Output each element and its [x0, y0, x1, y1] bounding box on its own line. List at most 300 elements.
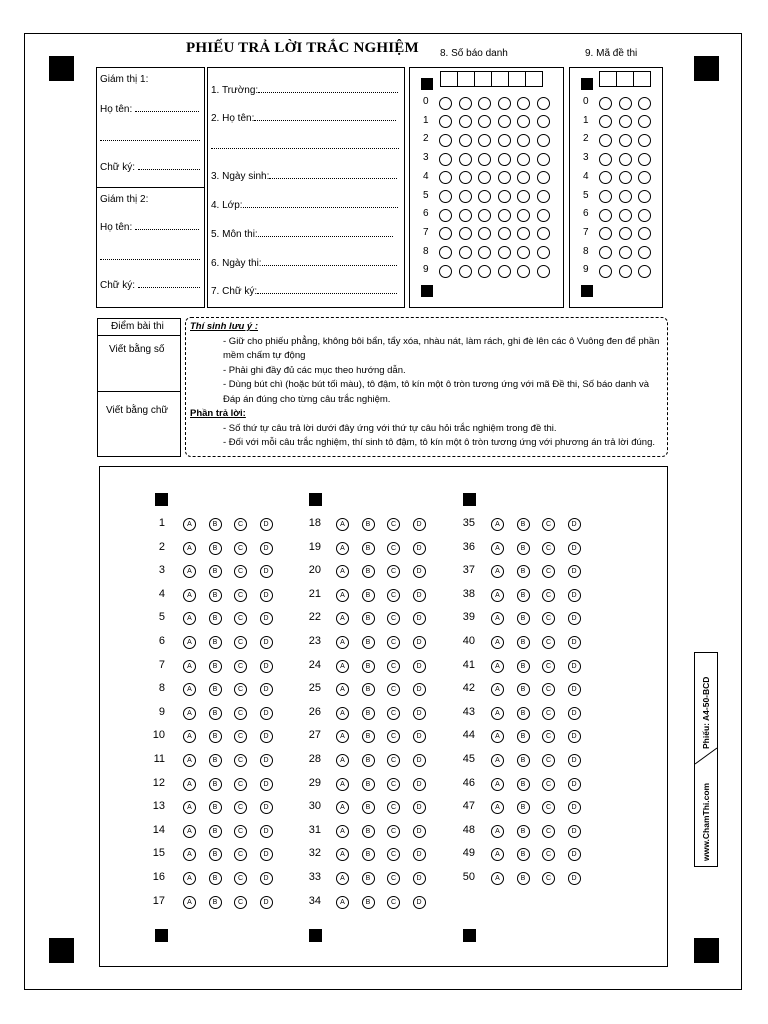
answer-bubble-a[interactable]: A [336, 848, 349, 861]
answer-bubble-c[interactable]: C [542, 778, 555, 791]
field-dob[interactable]: 3. Ngày sinh: [211, 171, 397, 182]
answer-bubble-a[interactable]: A [336, 801, 349, 814]
answer-bubble-c[interactable]: C [387, 825, 400, 838]
answer-bubble-d[interactable]: D [568, 872, 581, 885]
answer-bubble-b[interactable]: B [362, 707, 375, 720]
answer-bubble-a[interactable]: A [183, 683, 196, 696]
digit-cell[interactable] [474, 71, 492, 87]
answer-bubble-b[interactable]: B [517, 707, 530, 720]
answer-bubble-a[interactable]: A [183, 825, 196, 838]
sbd-bubble[interactable] [439, 190, 452, 203]
made-bubble[interactable] [599, 246, 612, 259]
answer-bubble-a[interactable]: A [491, 589, 504, 602]
answer-bubble-b[interactable]: B [209, 612, 222, 625]
answer-bubble-d[interactable]: D [260, 589, 273, 602]
answer-bubble-a[interactable]: A [183, 660, 196, 673]
digit-cell[interactable] [633, 71, 651, 87]
answer-bubble-a[interactable]: A [491, 778, 504, 791]
answer-bubble-a[interactable]: A [491, 825, 504, 838]
answer-bubble-a[interactable]: A [183, 730, 196, 743]
sbd-bubble[interactable] [459, 246, 472, 259]
answer-bubble-d[interactable]: D [568, 612, 581, 625]
answer-bubble-c[interactable]: C [234, 589, 247, 602]
field-fullname[interactable]: 2. Họ tên: [211, 113, 396, 124]
answer-bubble-b[interactable]: B [517, 589, 530, 602]
digit-cell[interactable] [491, 71, 509, 87]
answer-bubble-b[interactable]: B [517, 565, 530, 578]
answer-bubble-c[interactable]: C [542, 542, 555, 555]
sbd-bubble[interactable] [478, 153, 491, 166]
sbd-bubble[interactable] [498, 246, 511, 259]
answer-bubble-d[interactable]: D [260, 848, 273, 861]
field-class[interactable]: 4. Lớp: [211, 200, 398, 211]
answer-bubble-d[interactable]: D [260, 872, 273, 885]
answer-bubble-a[interactable]: A [491, 730, 504, 743]
answer-bubble-c[interactable]: C [542, 612, 555, 625]
answer-bubble-b[interactable]: B [209, 707, 222, 720]
answer-bubble-d[interactable]: D [568, 542, 581, 555]
answer-bubble-c[interactable]: C [542, 683, 555, 696]
answer-bubble-a[interactable]: A [491, 872, 504, 885]
answer-bubble-c[interactable]: C [387, 801, 400, 814]
sbd-bubble[interactable] [537, 209, 550, 222]
answer-bubble-a[interactable]: A [336, 542, 349, 555]
digit-cell[interactable] [440, 71, 458, 87]
made-bubble[interactable] [599, 134, 612, 147]
made-bubble[interactable] [599, 209, 612, 222]
answer-bubble-a[interactable]: A [183, 801, 196, 814]
answer-bubble-a[interactable]: A [336, 565, 349, 578]
answer-bubble-c[interactable]: C [387, 683, 400, 696]
answer-bubble-d[interactable]: D [260, 825, 273, 838]
sbd-bubble[interactable] [537, 227, 550, 240]
answer-bubble-d[interactable]: D [568, 660, 581, 673]
answer-bubble-c[interactable]: C [542, 589, 555, 602]
answer-bubble-c[interactable]: C [234, 612, 247, 625]
made-bubble[interactable] [599, 265, 612, 278]
made-bubble[interactable] [638, 190, 651, 203]
made-bubble[interactable] [619, 97, 632, 110]
answer-bubble-b[interactable]: B [517, 825, 530, 838]
made-bubble[interactable] [599, 153, 612, 166]
answer-bubble-b[interactable]: B [209, 872, 222, 885]
made-bubble[interactable] [619, 153, 632, 166]
made-bubble[interactable] [619, 209, 632, 222]
answer-bubble-d[interactable]: D [413, 683, 426, 696]
answer-bubble-a[interactable]: A [491, 636, 504, 649]
answer-bubble-c[interactable]: C [387, 848, 400, 861]
answer-bubble-d[interactable]: D [568, 636, 581, 649]
answer-bubble-b[interactable]: B [517, 801, 530, 814]
answer-bubble-b[interactable]: B [209, 683, 222, 696]
answer-bubble-a[interactable]: A [336, 872, 349, 885]
answer-bubble-b[interactable]: B [517, 612, 530, 625]
sbd-bubble[interactable] [537, 153, 550, 166]
sbd-bubble[interactable] [439, 265, 452, 278]
answer-bubble-d[interactable]: D [413, 848, 426, 861]
answer-bubble-a[interactable]: A [183, 896, 196, 909]
sbd-bubble[interactable] [498, 134, 511, 147]
made-bubble[interactable] [638, 153, 651, 166]
answer-bubble-a[interactable]: A [336, 896, 349, 909]
answer-bubble-c[interactable]: C [542, 660, 555, 673]
answer-bubble-b[interactable]: B [517, 778, 530, 791]
answer-bubble-b[interactable]: B [209, 730, 222, 743]
made-input-cells[interactable] [600, 71, 651, 87]
sbd-bubble[interactable] [498, 171, 511, 184]
answer-bubble-b[interactable]: B [517, 730, 530, 743]
answer-bubble-d[interactable]: D [260, 801, 273, 814]
sbd-bubble[interactable] [459, 265, 472, 278]
answer-bubble-a[interactable]: A [491, 707, 504, 720]
answer-bubble-a[interactable]: A [336, 683, 349, 696]
answer-bubble-c[interactable]: C [234, 754, 247, 767]
answer-bubble-b[interactable]: B [362, 565, 375, 578]
answer-bubble-a[interactable]: A [336, 825, 349, 838]
answer-bubble-c[interactable]: C [542, 636, 555, 649]
answer-bubble-a[interactable]: A [336, 754, 349, 767]
answer-bubble-a[interactable]: A [183, 707, 196, 720]
answer-bubble-b[interactable]: B [209, 778, 222, 791]
sbd-bubble[interactable] [517, 209, 530, 222]
answer-bubble-c[interactable]: C [387, 872, 400, 885]
answer-bubble-a[interactable]: A [491, 801, 504, 814]
answer-bubble-d[interactable]: D [568, 825, 581, 838]
sbd-bubble[interactable] [439, 97, 452, 110]
sbd-input-cells[interactable] [441, 71, 543, 87]
sbd-bubble[interactable] [459, 115, 472, 128]
sbd-bubble[interactable] [517, 246, 530, 259]
field-fullname-line2[interactable] [211, 141, 399, 152]
made-bubble[interactable] [638, 246, 651, 259]
made-bubble[interactable] [638, 209, 651, 222]
sbd-bubble[interactable] [478, 246, 491, 259]
examiner2-name-line[interactable] [100, 252, 200, 263]
answer-bubble-d[interactable]: D [413, 518, 426, 531]
made-bubble[interactable] [619, 246, 632, 259]
field-signature[interactable]: 7. Chữ ký: [211, 286, 397, 297]
answer-bubble-d[interactable]: D [413, 730, 426, 743]
sbd-bubble[interactable] [537, 115, 550, 128]
answer-bubble-c[interactable]: C [387, 518, 400, 531]
answer-bubble-a[interactable]: A [491, 848, 504, 861]
answer-bubble-a[interactable]: A [183, 612, 196, 625]
answer-bubble-d[interactable]: D [260, 683, 273, 696]
answer-bubble-a[interactable]: A [336, 636, 349, 649]
answer-bubble-d[interactable]: D [568, 730, 581, 743]
answer-bubble-d[interactable]: D [260, 518, 273, 531]
answer-bubble-d[interactable]: D [260, 612, 273, 625]
answer-bubble-b[interactable]: B [362, 518, 375, 531]
answer-bubble-b[interactable]: B [362, 896, 375, 909]
digit-cell[interactable] [525, 71, 543, 87]
sbd-bubble[interactable] [459, 171, 472, 184]
answer-bubble-c[interactable]: C [542, 848, 555, 861]
digit-cell[interactable] [616, 71, 634, 87]
made-bubble[interactable] [619, 190, 632, 203]
answer-bubble-b[interactable]: B [362, 636, 375, 649]
answer-bubble-b[interactable]: B [362, 801, 375, 814]
sbd-bubble[interactable] [537, 134, 550, 147]
answer-bubble-d[interactable]: D [568, 754, 581, 767]
answer-bubble-c[interactable]: C [542, 730, 555, 743]
sbd-bubble[interactable] [537, 190, 550, 203]
answer-bubble-a[interactable]: A [183, 848, 196, 861]
answer-bubble-c[interactable]: C [542, 801, 555, 814]
answer-bubble-d[interactable]: D [260, 565, 273, 578]
sbd-bubble[interactable] [459, 227, 472, 240]
sbd-bubble[interactable] [498, 265, 511, 278]
answer-bubble-d[interactable]: D [413, 754, 426, 767]
answer-bubble-a[interactable]: A [491, 542, 504, 555]
made-bubble[interactable] [619, 134, 632, 147]
answer-bubble-b[interactable]: B [517, 518, 530, 531]
answer-bubble-c[interactable]: C [387, 612, 400, 625]
answer-bubble-a[interactable]: A [336, 778, 349, 791]
sbd-bubble[interactable] [498, 97, 511, 110]
answer-bubble-b[interactable]: B [209, 754, 222, 767]
answer-bubble-b[interactable]: B [209, 896, 222, 909]
sbd-bubble[interactable] [439, 246, 452, 259]
answer-bubble-d[interactable]: D [413, 778, 426, 791]
answer-bubble-c[interactable]: C [234, 660, 247, 673]
sbd-bubble[interactable] [537, 265, 550, 278]
sbd-bubble[interactable] [478, 97, 491, 110]
sbd-bubble[interactable] [478, 265, 491, 278]
answer-bubble-a[interactable]: A [183, 518, 196, 531]
made-bubble[interactable] [599, 97, 612, 110]
answer-bubble-d[interactable]: D [413, 660, 426, 673]
answer-bubble-b[interactable]: B [517, 848, 530, 861]
answer-bubble-b[interactable]: B [209, 825, 222, 838]
sbd-bubble[interactable] [459, 134, 472, 147]
answer-bubble-c[interactable]: C [542, 825, 555, 838]
digit-cell[interactable] [508, 71, 526, 87]
answer-bubble-d[interactable]: D [413, 636, 426, 649]
sbd-bubble[interactable] [478, 134, 491, 147]
answer-bubble-b[interactable]: B [209, 660, 222, 673]
answer-bubble-a[interactable]: A [491, 660, 504, 673]
field-subject[interactable]: 5. Môn thi: [211, 229, 393, 240]
answer-bubble-d[interactable]: D [413, 565, 426, 578]
answer-bubble-a[interactable]: A [491, 518, 504, 531]
examiner2-sign-field[interactable]: Chữ ký: [100, 280, 200, 291]
answer-bubble-d[interactable]: D [260, 896, 273, 909]
answer-bubble-c[interactable]: C [542, 754, 555, 767]
answer-bubble-c[interactable]: C [542, 565, 555, 578]
field-exam-date[interactable]: 6. Ngày thi: [211, 258, 397, 269]
answer-bubble-c[interactable]: C [234, 565, 247, 578]
answer-bubble-b[interactable]: B [517, 754, 530, 767]
answer-bubble-b[interactable]: B [209, 848, 222, 861]
answer-bubble-c[interactable]: C [234, 683, 247, 696]
answer-bubble-a[interactable]: A [336, 707, 349, 720]
answer-bubble-a[interactable]: A [183, 565, 196, 578]
answer-bubble-d[interactable]: D [568, 801, 581, 814]
answer-bubble-a[interactable]: A [491, 683, 504, 696]
answer-bubble-b[interactable]: B [362, 730, 375, 743]
answer-bubble-b[interactable]: B [517, 542, 530, 555]
answer-bubble-b[interactable]: B [362, 872, 375, 885]
answer-bubble-b[interactable]: B [362, 848, 375, 861]
answer-bubble-c[interactable]: C [387, 707, 400, 720]
answer-bubble-b[interactable]: B [362, 589, 375, 602]
answer-bubble-a[interactable]: A [491, 612, 504, 625]
digit-cell[interactable] [599, 71, 617, 87]
answer-bubble-c[interactable]: C [387, 660, 400, 673]
answer-bubble-a[interactable]: A [336, 589, 349, 602]
answer-bubble-d[interactable]: D [413, 612, 426, 625]
answer-bubble-d[interactable]: D [260, 660, 273, 673]
made-bubble[interactable] [619, 171, 632, 184]
answer-bubble-c[interactable]: C [387, 896, 400, 909]
answer-bubble-d[interactable]: D [413, 896, 426, 909]
sbd-bubble[interactable] [459, 209, 472, 222]
answer-bubble-a[interactable]: A [336, 660, 349, 673]
examiner1-name-field[interactable]: Họ tên: [100, 104, 199, 115]
answer-bubble-b[interactable]: B [517, 660, 530, 673]
sbd-bubble[interactable] [537, 171, 550, 184]
sbd-bubble[interactable] [498, 190, 511, 203]
sbd-bubble[interactable] [517, 265, 530, 278]
sbd-bubble[interactable] [517, 190, 530, 203]
sbd-bubble[interactable] [517, 153, 530, 166]
answer-bubble-b[interactable]: B [362, 542, 375, 555]
answer-bubble-c[interactable]: C [387, 754, 400, 767]
answer-bubble-c[interactable]: C [234, 518, 247, 531]
answer-bubble-b[interactable]: B [209, 518, 222, 531]
answer-bubble-b[interactable]: B [362, 683, 375, 696]
made-bubble[interactable] [619, 227, 632, 240]
answer-bubble-c[interactable]: C [234, 636, 247, 649]
digit-cell[interactable] [457, 71, 475, 87]
answer-bubble-a[interactable]: A [491, 565, 504, 578]
answer-bubble-c[interactable]: C [387, 542, 400, 555]
examiner2-name-field[interactable]: Họ tên: [100, 222, 199, 233]
answer-bubble-d[interactable]: D [568, 565, 581, 578]
answer-bubble-d[interactable]: D [413, 707, 426, 720]
answer-bubble-d[interactable]: D [260, 778, 273, 791]
answer-bubble-b[interactable]: B [517, 872, 530, 885]
answer-bubble-d[interactable]: D [568, 707, 581, 720]
answer-bubble-d[interactable]: D [260, 754, 273, 767]
answer-bubble-d[interactable]: D [413, 589, 426, 602]
answer-bubble-b[interactable]: B [362, 612, 375, 625]
examiner1-sign-field[interactable]: Chữ ký: [100, 162, 200, 173]
answer-bubble-d[interactable]: D [413, 872, 426, 885]
answer-bubble-b[interactable]: B [362, 825, 375, 838]
answer-bubble-d[interactable]: D [568, 518, 581, 531]
answer-bubble-b[interactable]: B [517, 683, 530, 696]
sbd-bubble[interactable] [517, 97, 530, 110]
answer-bubble-a[interactable]: A [183, 754, 196, 767]
answer-bubble-a[interactable]: A [183, 778, 196, 791]
answer-bubble-d[interactable]: D [568, 848, 581, 861]
answer-bubble-c[interactable]: C [542, 707, 555, 720]
sbd-bubble[interactable] [498, 227, 511, 240]
answer-bubble-c[interactable]: C [542, 518, 555, 531]
answer-bubble-a[interactable]: A [183, 542, 196, 555]
sbd-bubble[interactable] [478, 209, 491, 222]
answer-bubble-d[interactable]: D [568, 778, 581, 791]
answer-bubble-c[interactable]: C [387, 565, 400, 578]
made-bubble[interactable] [638, 265, 651, 278]
sbd-bubble[interactable] [517, 134, 530, 147]
answer-bubble-d[interactable]: D [568, 683, 581, 696]
sbd-bubble[interactable] [537, 97, 550, 110]
answer-bubble-c[interactable]: C [234, 896, 247, 909]
answer-bubble-b[interactable]: B [209, 542, 222, 555]
made-bubble[interactable] [599, 190, 612, 203]
answer-bubble-b[interactable]: B [209, 801, 222, 814]
answer-bubble-b[interactable]: B [209, 636, 222, 649]
answer-bubble-b[interactable]: B [209, 589, 222, 602]
sbd-bubble[interactable] [459, 190, 472, 203]
sbd-bubble[interactable] [439, 134, 452, 147]
made-bubble[interactable] [638, 134, 651, 147]
answer-bubble-c[interactable]: C [387, 636, 400, 649]
answer-bubble-c[interactable]: C [234, 707, 247, 720]
answer-bubble-a[interactable]: A [491, 754, 504, 767]
answer-bubble-c[interactable]: C [234, 872, 247, 885]
sbd-bubble[interactable] [537, 246, 550, 259]
answer-bubble-b[interactable]: B [362, 660, 375, 673]
answer-bubble-a[interactable]: A [336, 612, 349, 625]
answer-bubble-d[interactable]: D [260, 542, 273, 555]
sbd-bubble[interactable] [498, 115, 511, 128]
answer-bubble-c[interactable]: C [387, 730, 400, 743]
answer-bubble-b[interactable]: B [517, 636, 530, 649]
answer-bubble-d[interactable]: D [260, 636, 273, 649]
answer-bubble-b[interactable]: B [362, 754, 375, 767]
answer-bubble-d[interactable]: D [413, 801, 426, 814]
answer-bubble-c[interactable]: C [234, 848, 247, 861]
answer-bubble-c[interactable]: C [234, 801, 247, 814]
answer-bubble-a[interactable]: A [336, 518, 349, 531]
made-bubble[interactable] [638, 97, 651, 110]
made-bubble[interactable] [619, 265, 632, 278]
made-bubble[interactable] [619, 115, 632, 128]
answer-bubble-b[interactable]: B [362, 778, 375, 791]
sbd-bubble[interactable] [439, 153, 452, 166]
answer-bubble-b[interactable]: B [209, 565, 222, 578]
answer-bubble-a[interactable]: A [183, 872, 196, 885]
sbd-bubble[interactable] [459, 153, 472, 166]
answer-bubble-c[interactable]: C [542, 872, 555, 885]
sbd-bubble[interactable] [478, 190, 491, 203]
examiner1-name-line[interactable] [100, 133, 200, 144]
sbd-bubble[interactable] [459, 97, 472, 110]
answer-bubble-d[interactable]: D [413, 825, 426, 838]
answer-bubble-c[interactable]: C [234, 778, 247, 791]
answer-bubble-a[interactable]: A [336, 730, 349, 743]
answer-bubble-d[interactable]: D [260, 730, 273, 743]
sbd-bubble[interactable] [439, 209, 452, 222]
answer-bubble-c[interactable]: C [234, 542, 247, 555]
answer-bubble-a[interactable]: A [183, 636, 196, 649]
answer-bubble-d[interactable]: D [568, 589, 581, 602]
answer-bubble-d[interactable]: D [413, 542, 426, 555]
answer-bubble-a[interactable]: A [183, 589, 196, 602]
answer-bubble-c[interactable]: C [234, 730, 247, 743]
sbd-bubble[interactable] [498, 209, 511, 222]
answer-bubble-c[interactable]: C [387, 778, 400, 791]
answer-bubble-c[interactable]: C [234, 825, 247, 838]
field-school[interactable]: 1. Trường: [211, 85, 398, 96]
answer-bubble-c[interactable]: C [387, 589, 400, 602]
answer-bubble-d[interactable]: D [260, 707, 273, 720]
sbd-bubble[interactable] [498, 153, 511, 166]
